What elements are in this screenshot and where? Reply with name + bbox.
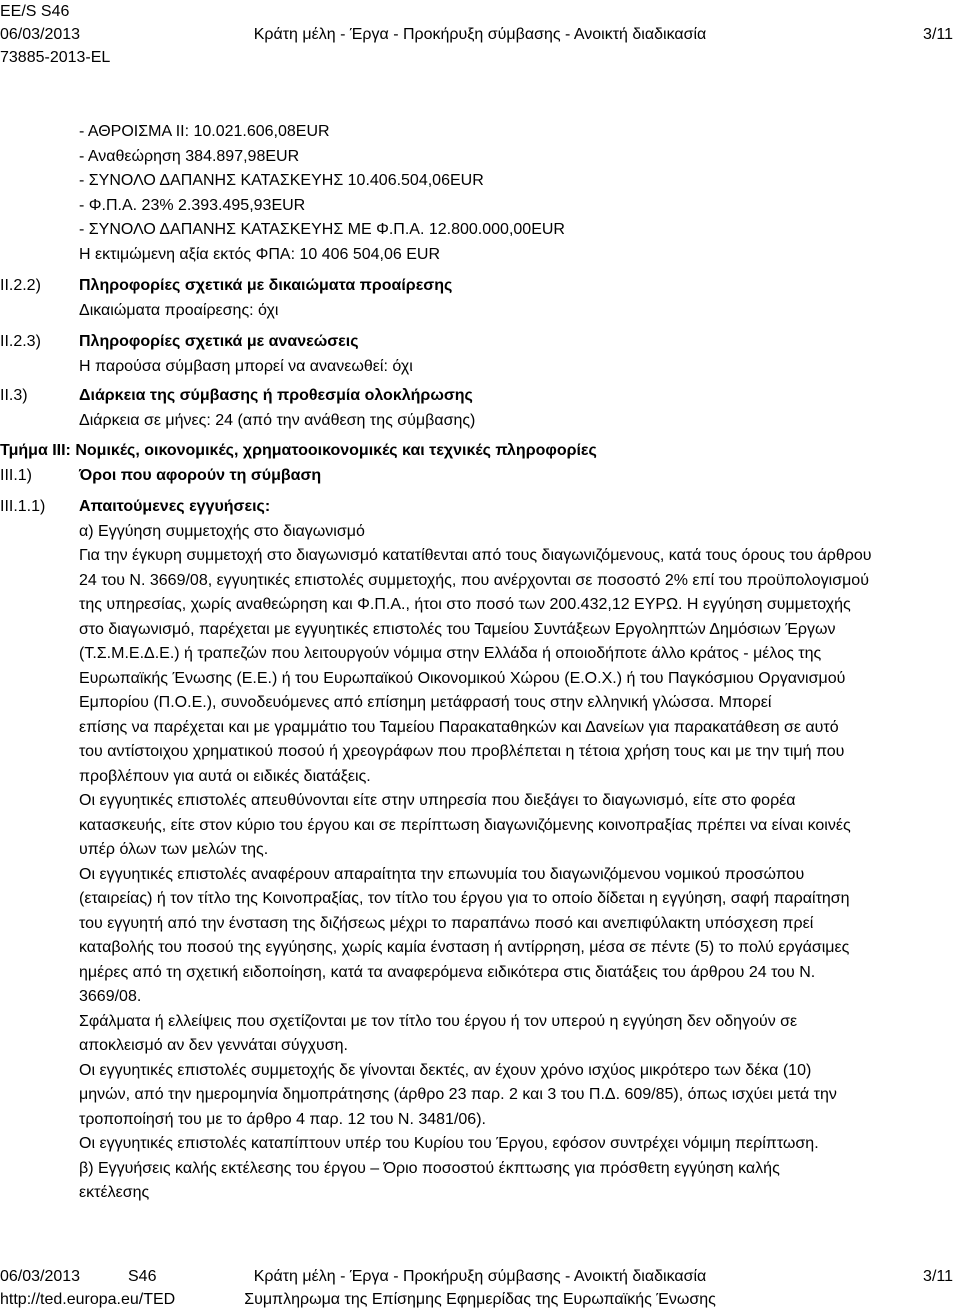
guarantee-text-line: κατασκευής, είτε στον κύριο του έργου και σε περίπτωση διαγωνιζόμενης κοινοπραξίας πρέπει να είναι κοινές <box>79 816 851 834</box>
section-number: II.2.2) <box>0 277 41 294</box>
header-title: Κράτη μέλη - Έργα - Προκήρυξη σύμβασης - Ανοικτή διαδικασία <box>253 26 707 43</box>
header-page-number: 3/11 <box>923 26 953 43</box>
estimated-value: Η εκτιμώμενη αξία εκτός ΦΠΑ: 10 406 504,06 EUR <box>79 245 441 263</box>
doc-id: EE/S S46 <box>0 3 70 20</box>
guarantee-text-line: Εμπορίου (Π.Ο.Ε.), συνοδευόμενες από επίσημη μετάφρασή τους στην ελληνική γλώσσα. Μπορεί <box>79 694 772 711</box>
guarantee-text-line: προβλέπουν για αυτά οι ειδικές διατάξεις. <box>79 767 371 785</box>
guarantee-text-line: της υπηρεσίας, χωρίς αναθεώρηση και Φ.Π.Α., ήτοι στο ποσό των 200.432,12 ΕΥΡΩ. Η εγγύηση συμμετοχής <box>79 596 851 613</box>
header-reference: 73885-2013-EL <box>0 49 111 66</box>
section-renewals <box>0 330 960 379</box>
section-number: II.3) <box>0 387 28 404</box>
footer-url-link[interactable]: http://ted.europa.eu/TED <box>0 1291 176 1308</box>
section-heading: Όροι που αφορούν τη σύμβαση <box>79 466 322 484</box>
section-heading: Διάρκεια της σύμβασης ή προθεσμία ολοκλήρωσης <box>79 387 473 404</box>
guarantee-text-line: τροποποίησή του με το άρθρο 4 παρ. 12 του Ν. 3481/06). <box>79 1110 486 1128</box>
guarantee-text-line: μηνών, από την ημερομηνία δημοπράτησης (άρθρο 23 παρ. 2 και 3 του Π.Δ. 609/85), όπως ισχύει μετά την <box>79 1086 837 1103</box>
guarantee-text-line: α) Εγγύηση συμμετοχής στο διαγωνισμό <box>79 522 365 540</box>
guarantee-text-line: Οι εγγυητικές επιστολές αναφέρουν απαραίτητα την επωνυμία του διαγωνιζόμενου νομικού προσώπου <box>79 865 805 883</box>
footer-date: 06/03/2013 <box>0 1268 81 1285</box>
section-text: Διάρκεια σε μήνες: 24 (από την ανάθεση της σύμβασης) <box>79 411 476 429</box>
guarantee-text-line: ημέρες από τη σχετική ειδοποίηση, κατά τα αναφερόμενα ειδικότερα στις διατάξεις του άρθρου 24 του Ν. <box>79 963 816 981</box>
guarantee-text-line: Οι εγγυητικές επιστολές καταπίπτουν υπέρ του Κυρίου του Έργου, εφόσον συντρέχει νόμιμη περίπτωση. <box>79 1135 819 1152</box>
amount-line: - Αναθεώρηση 384.897,98EUR <box>79 147 300 165</box>
guarantee-text-line: αποκλεισμό αν δεν γεννάται σύγχυση. <box>79 1037 348 1054</box>
footer-title: Κράτη μέλη - Έργα - Προκήρυξη σύμβασης - Ανοικτή διαδικασία <box>253 1268 707 1285</box>
header-date: 06/03/2013 <box>0 26 81 43</box>
guarantee-text-line: 3669/08. <box>79 988 142 1005</box>
amount-line: - ΣΥΝΟΛΟ ΔΑΠΑΝΗΣ ΚΑΤΑΣΚΕΥΗΣ 10.406.504,06EUR <box>79 172 484 189</box>
guarantees-body <box>79 495 954 1206</box>
guarantee-text-line: β) Εγγυήσεις καλής εκτέλεσης του έργου – Όριο ποσοστού έκπτωσης για πρόσθετη εγγύηση καλής <box>79 1159 780 1177</box>
guarantee-text-line: καταβολής του ποσού της εγγύησης, χωρίς καμία ένσταση ή αντίρρηση, μέσα σε πέντε (5) το πολύ εργάσιμες <box>79 939 850 956</box>
footer-doc-code: S46 <box>128 1268 157 1285</box>
guarantee-text-line: Για την έγκυρη συμμετοχή στο διαγωνισμό κατατίθενται από τους διαγωνιζόμενους, κατά τους όρους του άρθρου <box>79 547 872 564</box>
guarantee-text-line: επίσης να παρέχεται και με γραμμάτιο του Ταμείου Παρακαταθηκών και Δανείων για παρακατάθεση σε αυτό <box>79 718 839 736</box>
guarantee-text-line: Σφάλματα ή ελλείψεις που σχετίζονται με τον τίτλο του έργου ή τον υπερού η εγγύηση δεν οδηγούν σε <box>79 1012 798 1030</box>
section-number: III.1) <box>0 466 33 484</box>
amount-line: - ΣΥΝΟΛΟ ΔΑΠΑΝΗΣ ΚΑΤΑΣΚΕΥΗΣ ΜΕ Φ.Π.Α. 12.800.000,00EUR <box>79 221 565 238</box>
guarantee-text-line: Οι εγγυητικές επιστολές συμμετοχής δε γίνονται δεκτές, αν έχουν χρόνο ισχύος μικρότερο των δέκα (10) <box>79 1061 812 1079</box>
section-heading: Πληροφορίες σχετικά με ανανεώσεις <box>79 333 359 350</box>
footer-page-number: 3/11 <box>923 1268 953 1285</box>
section-number: II.2.3) <box>0 333 41 350</box>
guarantee-text-line: Ευρωπαϊκής Ένωσης (Ε.Ε.) ή του Ευρωπαϊκού Οικονομικού Χώρου (Ε.Ο.Χ.) ή του Παγκόσμιου Οργανισμού <box>79 669 846 687</box>
guarantee-text-line: (εταιρείας) ή τον τίτλο της Κοινοπραξίας, τον τίτλο του έργου για το οποίο δίδεται η εγγύηση, σαφή παραίτηση <box>79 890 850 907</box>
section-heading: Πληροφορίες σχετικά με δικαιώματα προαίρεσης <box>79 277 453 294</box>
guarantee-text-line: υπέρ όλων των μελών της. <box>79 841 269 858</box>
section-options <box>0 274 960 323</box>
guarantee-text-line: στο διαγωνισμό, παρέχεται με εγγυητικές επιστολές του Ταμείου Συντάξεων Εργοληπτών Δημόσιων Έργων <box>79 620 836 638</box>
part-three <box>0 439 960 1206</box>
section-number: III.1.1) <box>0 498 46 515</box>
section-duration <box>0 384 960 433</box>
page-footer <box>0 1265 960 1311</box>
guarantee-text-line: (Τ.Σ.Μ.Ε.Δ.Ε.) ή τραπεζών που λειτουργούν νόμιμα στην Ελλάδα ή οποιοδήποτε άλλο κράτος - μέλος της <box>79 645 822 662</box>
amounts-block <box>0 120 960 267</box>
section-heading: Απαιτούμενες εγγυήσεις: <box>79 498 271 515</box>
guarantee-text-line: του εγγυητή από την ένσταση της διζήσεως μέχρι το παραπάνω ποσό και ανεπιφύλακτη υπόσχεση πρεί <box>79 914 814 932</box>
amount-line: - ΑΘΡΟΙΣΜΑ ΙΙ: 10.021.606,08EUR <box>79 123 330 140</box>
guarantee-text-line: του αντίστοιχου χρηματικού ποσού ή χρεογράφων που προβλέπεται η τέτοια χρήση τους και με την τιμή που <box>79 743 845 760</box>
guarantee-text-line: εκτέλεσης <box>79 1184 150 1201</box>
part-title: Τμήμα III: Νομικές, οικονομικές, χρηματοοικονομικές και τεχνικές πληροφορίες <box>0 442 597 459</box>
page-header <box>0 0 960 69</box>
guarantee-text-line: 24 του Ν. 3669/08, εγγυητικές επιστολές συμμετοχής, που ανέρχονται σε ποσοστό 2% επί του προϋπολογισμού <box>79 571 869 589</box>
section-text: Η παρούσα σύμβαση μπορεί να ανανεωθεί: όχι <box>79 357 413 375</box>
section-text: Δικαιώματα προαίρεσης: όχι <box>79 301 279 319</box>
amount-line: - Φ.Π.Α. 23% 2.393.495,93EUR <box>79 196 306 214</box>
guarantee-text-line: Οι εγγυητικές επιστολές απευθύνονται είτε στην υπηρεσία που διεξάγει το διαγωνισμό, είτε στο φορέα <box>79 792 796 809</box>
footer-publication: Συμπληρωμα της Επίσημης Εφημερίδας της Ευρωπαϊκής Ένωσης <box>244 1291 716 1308</box>
